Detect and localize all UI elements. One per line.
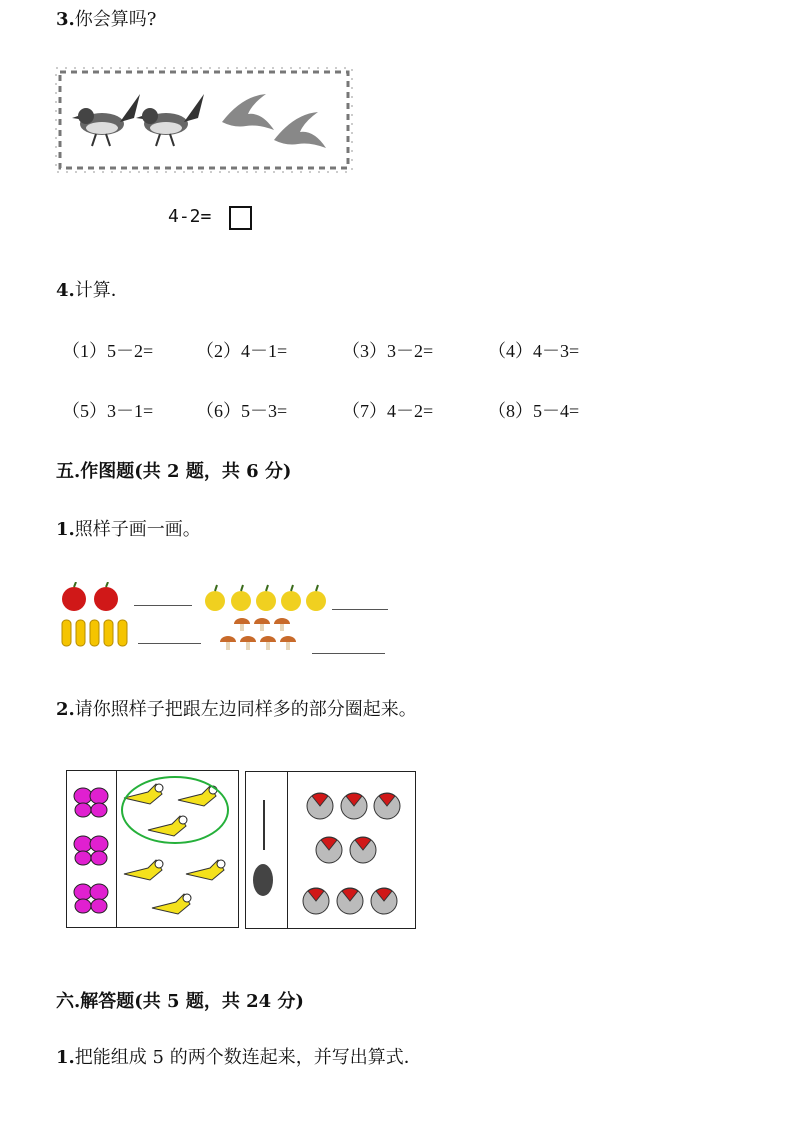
s5q2-title: 2.请你照样子把跟左边同样多的部分圈起来。	[56, 699, 417, 720]
blank-line[interactable]	[332, 609, 388, 610]
swallow-icon	[274, 112, 326, 148]
blank-line[interactable]	[134, 605, 192, 606]
mushroom-icon	[220, 618, 296, 650]
apple-icon	[94, 582, 118, 611]
q3-equation: 4-2=	[168, 206, 212, 227]
answer-box[interactable]	[229, 206, 252, 230]
calc-item: （7）4－2=	[342, 401, 434, 421]
section-five-heading: 五.作图题(共 2 题，共 6 分)	[56, 461, 292, 482]
match-picture	[66, 770, 416, 930]
apple-icon	[62, 582, 86, 611]
racket-icon	[253, 800, 273, 896]
calc-item: （3）3－2=	[342, 341, 434, 361]
blank-line[interactable]	[138, 643, 201, 644]
calc-item: （5）3－1=	[62, 401, 154, 421]
s6q1-title: 1.把能组成 5 的两个数连起来，并写出算式．	[56, 1047, 422, 1068]
pear-icon	[205, 585, 326, 611]
sparrow-icon	[72, 94, 140, 146]
section-six-heading: 六.解答题(共 5 题，共 24 分)	[56, 991, 304, 1012]
ping-pong-paddle-icon	[303, 793, 400, 914]
calc-item: （6）5－3=	[196, 401, 288, 421]
q4-title: 4.计算．	[56, 280, 129, 301]
calc-item: （8）5－4=	[488, 401, 580, 421]
q3-title: 3.你会算吗?	[56, 9, 157, 30]
calc-item: （1）5－2=	[62, 341, 154, 361]
corn-icon	[62, 620, 127, 646]
calc-item: （4）4－3=	[488, 341, 580, 361]
draw-pattern-picture	[58, 582, 394, 662]
butterfly-icon	[74, 788, 108, 913]
s5q1-title: 1.照样子画一画。	[56, 519, 201, 540]
swallow-icon	[222, 94, 274, 130]
birds-picture	[54, 66, 356, 174]
sparrow-icon	[136, 94, 204, 146]
calc-item: （2）4－1=	[196, 341, 288, 361]
bird-icon	[124, 784, 224, 914]
blank-line[interactable]	[312, 653, 385, 654]
